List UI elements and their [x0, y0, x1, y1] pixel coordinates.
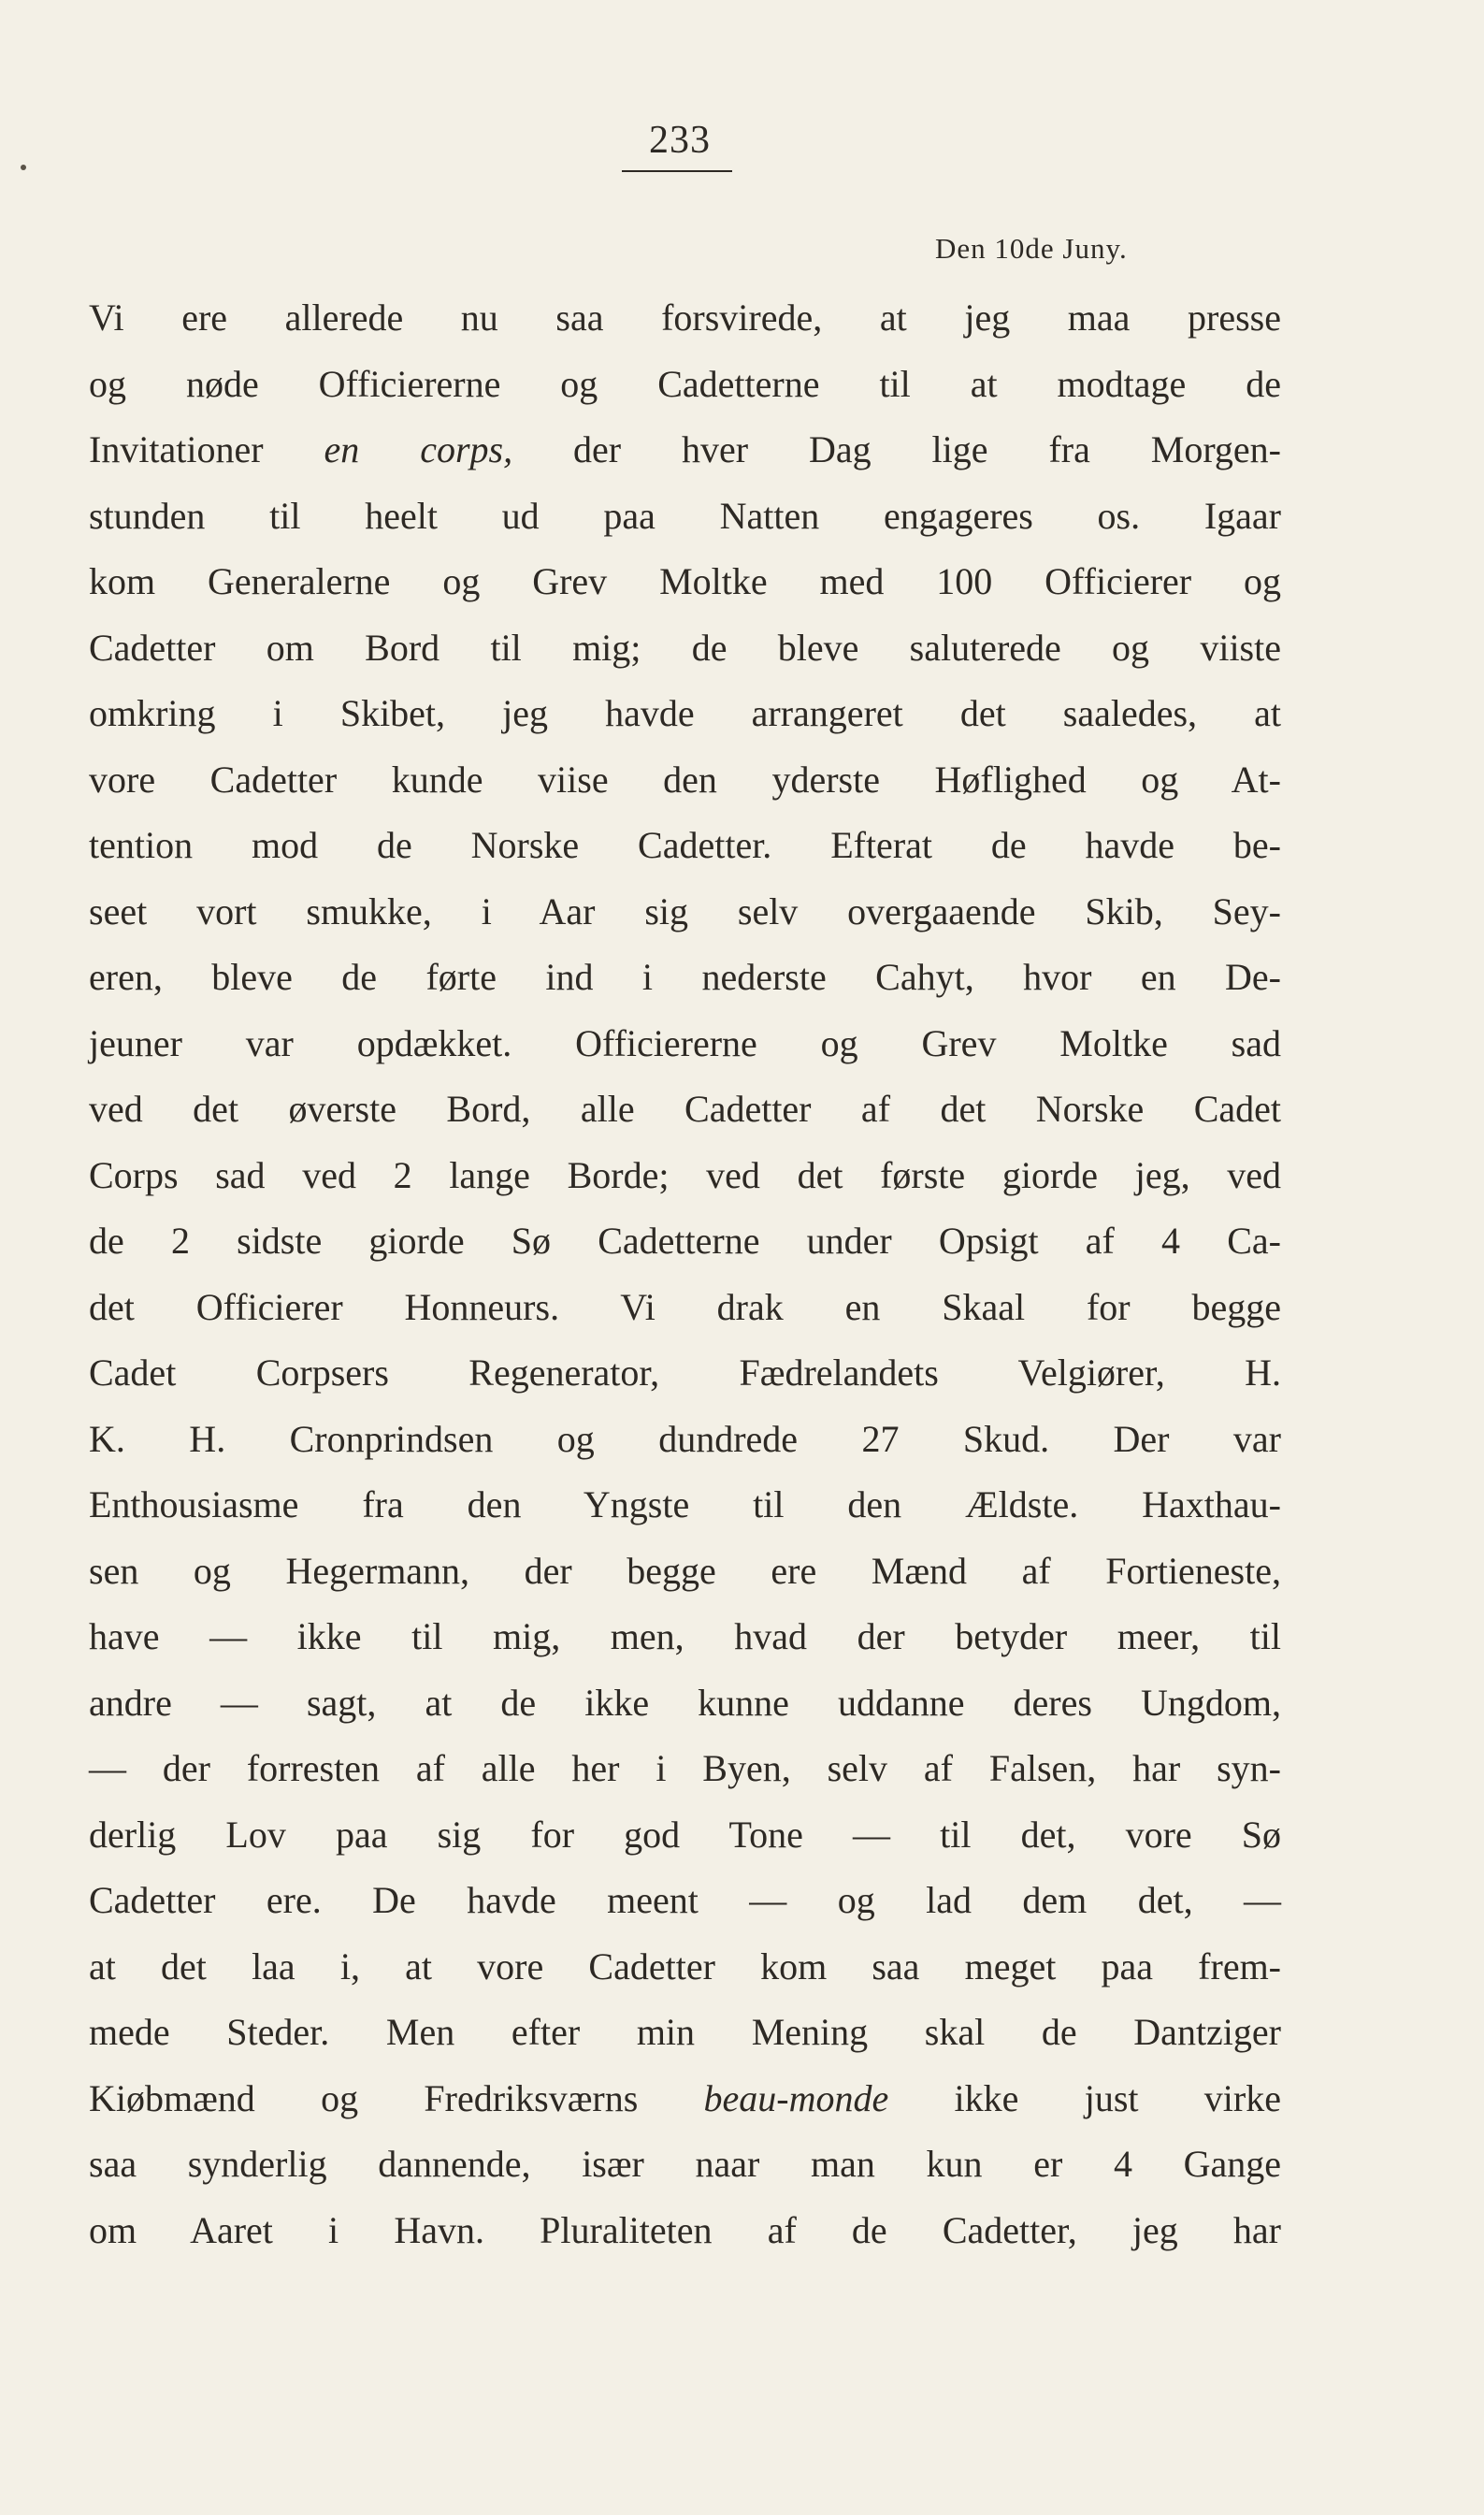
text-line [89, 1011, 1281, 1077]
text-segment: det Officierer Honneurs. Vi drak en Skaal for begge [89, 1285, 1281, 1328]
text-line [89, 484, 1281, 550]
text-line [89, 417, 1281, 484]
text-segment: vore Cadetter kunde viise den yderste Høflighed og At- [89, 758, 1281, 801]
text-segment: K. H. Cronprindsen og dundrede 27 Skud. Der var [89, 1417, 1281, 1460]
text-segment: og nøde Officiererne og Cadetterne til at modtage de [89, 362, 1281, 405]
text-segment: saa synderlig dannende, især naar man kun er 4 Gange [89, 2143, 1281, 2185]
text-segment: omkring i Skibet, jeg havde arrangeret det saaledes, at [89, 692, 1281, 734]
text-segment: tention mod de Norske Cadetter. Efterat de havde be- [89, 824, 1281, 866]
text-segment: andre — sagt, at de ikke kunne uddanne deres Ungdom, [89, 1681, 1281, 1724]
text-line [89, 1868, 1281, 1934]
text-line [89, 1472, 1281, 1539]
text-segment: Kiøbmænd og Fredriksværns [89, 2076, 704, 2119]
text-line [89, 1539, 1281, 1605]
page-number-rule [622, 170, 732, 172]
text-line [89, 2000, 1281, 2066]
text-segment: Cadetter ere. De havde meent — og lad dem det, — [89, 1879, 1281, 1921]
text-line [89, 549, 1281, 615]
text-line [89, 1208, 1281, 1275]
text-segment: derlig Lov paa sig for god Tone — til det, vore Sø [89, 1813, 1281, 1856]
body-text [89, 285, 1281, 2263]
text-segment: Invitationer [89, 428, 324, 470]
text-segment: Cadet Corpsers Regenerator, Fædrelandets Velgiører, H. [89, 1351, 1281, 1394]
text-line [89, 1670, 1281, 1737]
text-line [89, 813, 1281, 879]
text-line [89, 945, 1281, 1011]
text-segment: jeuner var opdækket. Officiererne og Grev Moltke sad [89, 1021, 1281, 1064]
text-line [89, 2132, 1281, 2198]
text-line [89, 1143, 1281, 1209]
page-number: 233 [649, 119, 711, 162]
text-line [89, 1275, 1281, 1341]
text-line [89, 2198, 1281, 2264]
text-line [89, 1736, 1281, 1802]
text-line [89, 615, 1281, 682]
text-segment: stunden til heelt ud paa Natten engageres os. Igaar [89, 494, 1281, 537]
text-line [89, 879, 1281, 946]
text-segment: Corps sad ved 2 lange Borde; ved det første giorde jeg, ved [89, 1153, 1281, 1196]
text-segment: mede Steder. Men efter min Mening skal de Dantziger [89, 2011, 1281, 2053]
text-segment: Enthousiasme fra den Yngste til den Ældste. Haxthau- [89, 1483, 1281, 1525]
text-line [89, 1604, 1281, 1670]
italic-phrase: beau-monde [703, 2076, 889, 2119]
text-segment: ikke just virke [888, 2076, 1281, 2119]
text-segment: ved det øverste Bord, alle Cadetter af det Norske Cadet [89, 1088, 1281, 1130]
text-segment: — der forresten af alle her i Byen, selv af Falsen, har syn- [89, 1747, 1281, 1789]
italic-phrase: en corps, [324, 428, 513, 470]
text-line [89, 1802, 1281, 1869]
text-segment: eren, bleve de førte ind i nederste Cahyt, hvor en De- [89, 956, 1281, 998]
text-line [89, 681, 1281, 747]
text-segment: at det laa i, at vore Cadetter kom saa meget paa frem- [89, 1944, 1281, 1987]
text-segment: sen og Hegermann, der begge ere Mænd af Fortieneste, [89, 1549, 1281, 1592]
text-line [89, 1077, 1281, 1143]
text-line [89, 352, 1281, 418]
text-segment: der hver Dag lige fra Morgen- [512, 428, 1282, 470]
print-speck [21, 165, 26, 170]
text-segment: kom Generalerne og Grev Moltke med 100 Officierer og [89, 560, 1281, 602]
text-segment: seet vort smukke, i Aar sig selv overgaaende Skib, Sey- [89, 889, 1281, 932]
text-segment: have — ikke til mig, men, hvad der betyder meer, til [89, 1615, 1281, 1657]
text-segment: Vi ere allerede nu saa forsvirede, at jeg maa presse [89, 296, 1281, 339]
text-segment: Cadetter om Bord til mig; de bleve saluterede og viiste [89, 626, 1281, 669]
text-line [89, 1340, 1281, 1407]
text-line [89, 285, 1281, 352]
dateline: Den 10de Juny. [935, 232, 1128, 265]
text-line [89, 1407, 1281, 1473]
text-segment: om Aaret i Havn. Pluraliteten af de Cadetter, jeg har [89, 2208, 1281, 2251]
text-line [89, 1934, 1281, 2001]
text-segment: de 2 sidste giorde Sø Cadetterne under Opsigt af 4 Ca- [89, 1220, 1281, 1262]
text-line [89, 747, 1281, 814]
text-line [89, 2066, 1281, 2132]
